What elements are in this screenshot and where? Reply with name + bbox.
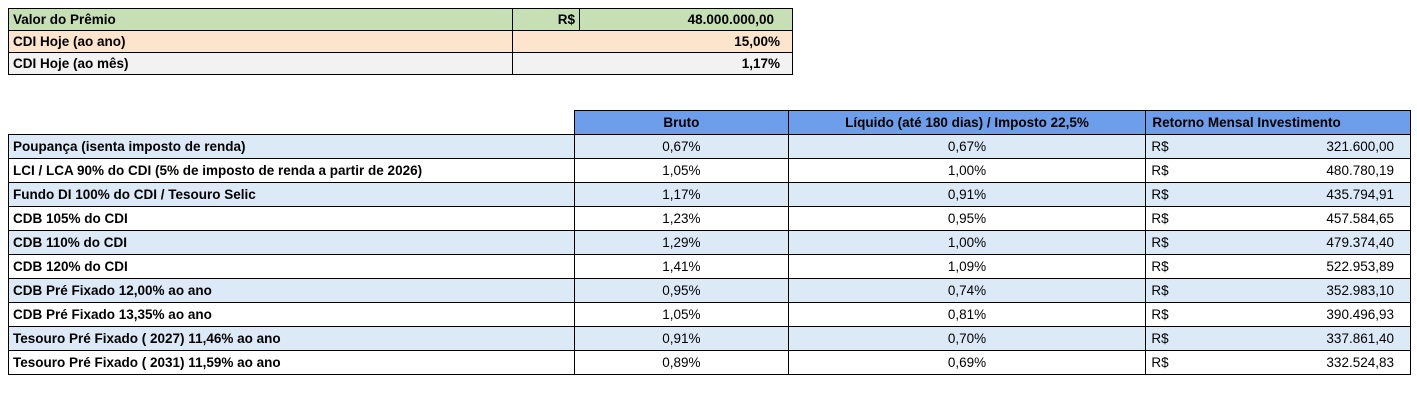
header-blank [9, 111, 575, 135]
header-retorno-mensal: Retorno Mensal Investimento [1146, 111, 1411, 135]
row-name: CDB 105% do CDI [9, 207, 575, 231]
summary-row-cdi-mes [9, 53, 793, 75]
row-liquido: 1,00% [788, 159, 1146, 183]
row-bruto: 1,41% [575, 255, 788, 279]
row-currency: R$ [1146, 183, 1188, 207]
row-retorno: 479.374,40 [1188, 231, 1411, 255]
row-name: CDB 110% do CDI [9, 231, 575, 255]
row-retorno: 332.524,83 [1188, 351, 1411, 375]
row-liquido: 0,95% [788, 207, 1146, 231]
row-name: CDB 120% do CDI [9, 255, 575, 279]
row-bruto: 1,29% [575, 231, 788, 255]
row-currency: R$ [1146, 303, 1188, 327]
investments-header-row [9, 111, 1411, 135]
row-name: CDB Pré Fixado 13,35% ao ano [9, 303, 575, 327]
row-bruto: 1,17% [575, 183, 788, 207]
row-liquido: 1,09% [788, 255, 1146, 279]
row-currency: R$ [1146, 135, 1188, 159]
row-liquido: 0,70% [788, 327, 1146, 351]
summary-value-premio: 48.000.000,00 [580, 9, 793, 31]
row-currency: R$ [1146, 159, 1188, 183]
summary-value-cdi-ano: 15,00% [513, 31, 793, 53]
row-retorno: 390.496,93 [1188, 303, 1411, 327]
investments-table-head [9, 111, 1411, 135]
row-currency: R$ [1146, 327, 1188, 351]
row-name: Tesouro Pré Fixado ( 2027) 11,46% ao ano [9, 327, 575, 351]
row-bruto: 1,05% [575, 303, 788, 327]
row-name: Tesouro Pré Fixado ( 2031) 11,59% ao ano [9, 351, 575, 375]
summary-row-cdi-ano [9, 31, 793, 53]
table-row [9, 279, 1411, 303]
table-row [9, 255, 1411, 279]
row-name: CDB Pré Fixado 12,00% ao ano [9, 279, 575, 303]
summary-currency-premio: R$ [513, 9, 580, 31]
header-bruto: Bruto [575, 111, 788, 135]
table-row [9, 303, 1411, 327]
summary-value-cdi-mes: 1,17% [513, 53, 793, 75]
row-liquido: 0,74% [788, 279, 1146, 303]
row-currency: R$ [1146, 279, 1188, 303]
table-row [9, 183, 1411, 207]
row-liquido: 1,00% [788, 231, 1146, 255]
summary-row-premio [9, 9, 793, 31]
row-bruto: 0,67% [575, 135, 788, 159]
row-name: Fundo DI 100% do CDI / Tesouro Selic [9, 183, 575, 207]
row-retorno: 522.953,89 [1188, 255, 1411, 279]
investments-table-body [9, 135, 1411, 375]
row-bruto: 1,05% [575, 159, 788, 183]
row-retorno: 321.600,00 [1188, 135, 1411, 159]
header-liquido: Líquido (até 180 dias) / Imposto 22,5% [788, 111, 1146, 135]
summary-label-cdi-ano: CDI Hoje (ao ano) [9, 31, 513, 53]
row-bruto: 0,91% [575, 327, 788, 351]
row-liquido: 0,69% [788, 351, 1146, 375]
table-row [9, 159, 1411, 183]
summary-table [8, 8, 793, 75]
investments-table [8, 110, 1411, 375]
row-retorno: 457.584,65 [1188, 207, 1411, 231]
row-bruto: 0,95% [575, 279, 788, 303]
row-retorno: 352.983,10 [1188, 279, 1411, 303]
row-retorno: 435.794,91 [1188, 183, 1411, 207]
table-row [9, 327, 1411, 351]
row-bruto: 1,23% [575, 207, 788, 231]
table-row [9, 231, 1411, 255]
table-row [9, 351, 1411, 375]
row-currency: R$ [1146, 255, 1188, 279]
row-liquido: 0,91% [788, 183, 1146, 207]
row-retorno: 337.861,40 [1188, 327, 1411, 351]
row-currency: R$ [1146, 207, 1188, 231]
row-bruto: 0,89% [575, 351, 788, 375]
row-name: LCI / LCA 90% do CDI (5% de imposto de renda a partir de 2026) [9, 159, 575, 183]
row-currency: R$ [1146, 231, 1188, 255]
row-liquido: 0,67% [788, 135, 1146, 159]
summary-body [9, 9, 793, 75]
table-row [9, 207, 1411, 231]
summary-label-cdi-mes: CDI Hoje (ao mês) [9, 53, 513, 75]
row-retorno: 480.780,19 [1188, 159, 1411, 183]
summary-label-premio: Valor do Prêmio [9, 9, 513, 31]
row-name: Poupança (isenta imposto de renda) [9, 135, 575, 159]
table-row [9, 135, 1411, 159]
row-liquido: 0,81% [788, 303, 1146, 327]
row-currency: R$ [1146, 351, 1188, 375]
